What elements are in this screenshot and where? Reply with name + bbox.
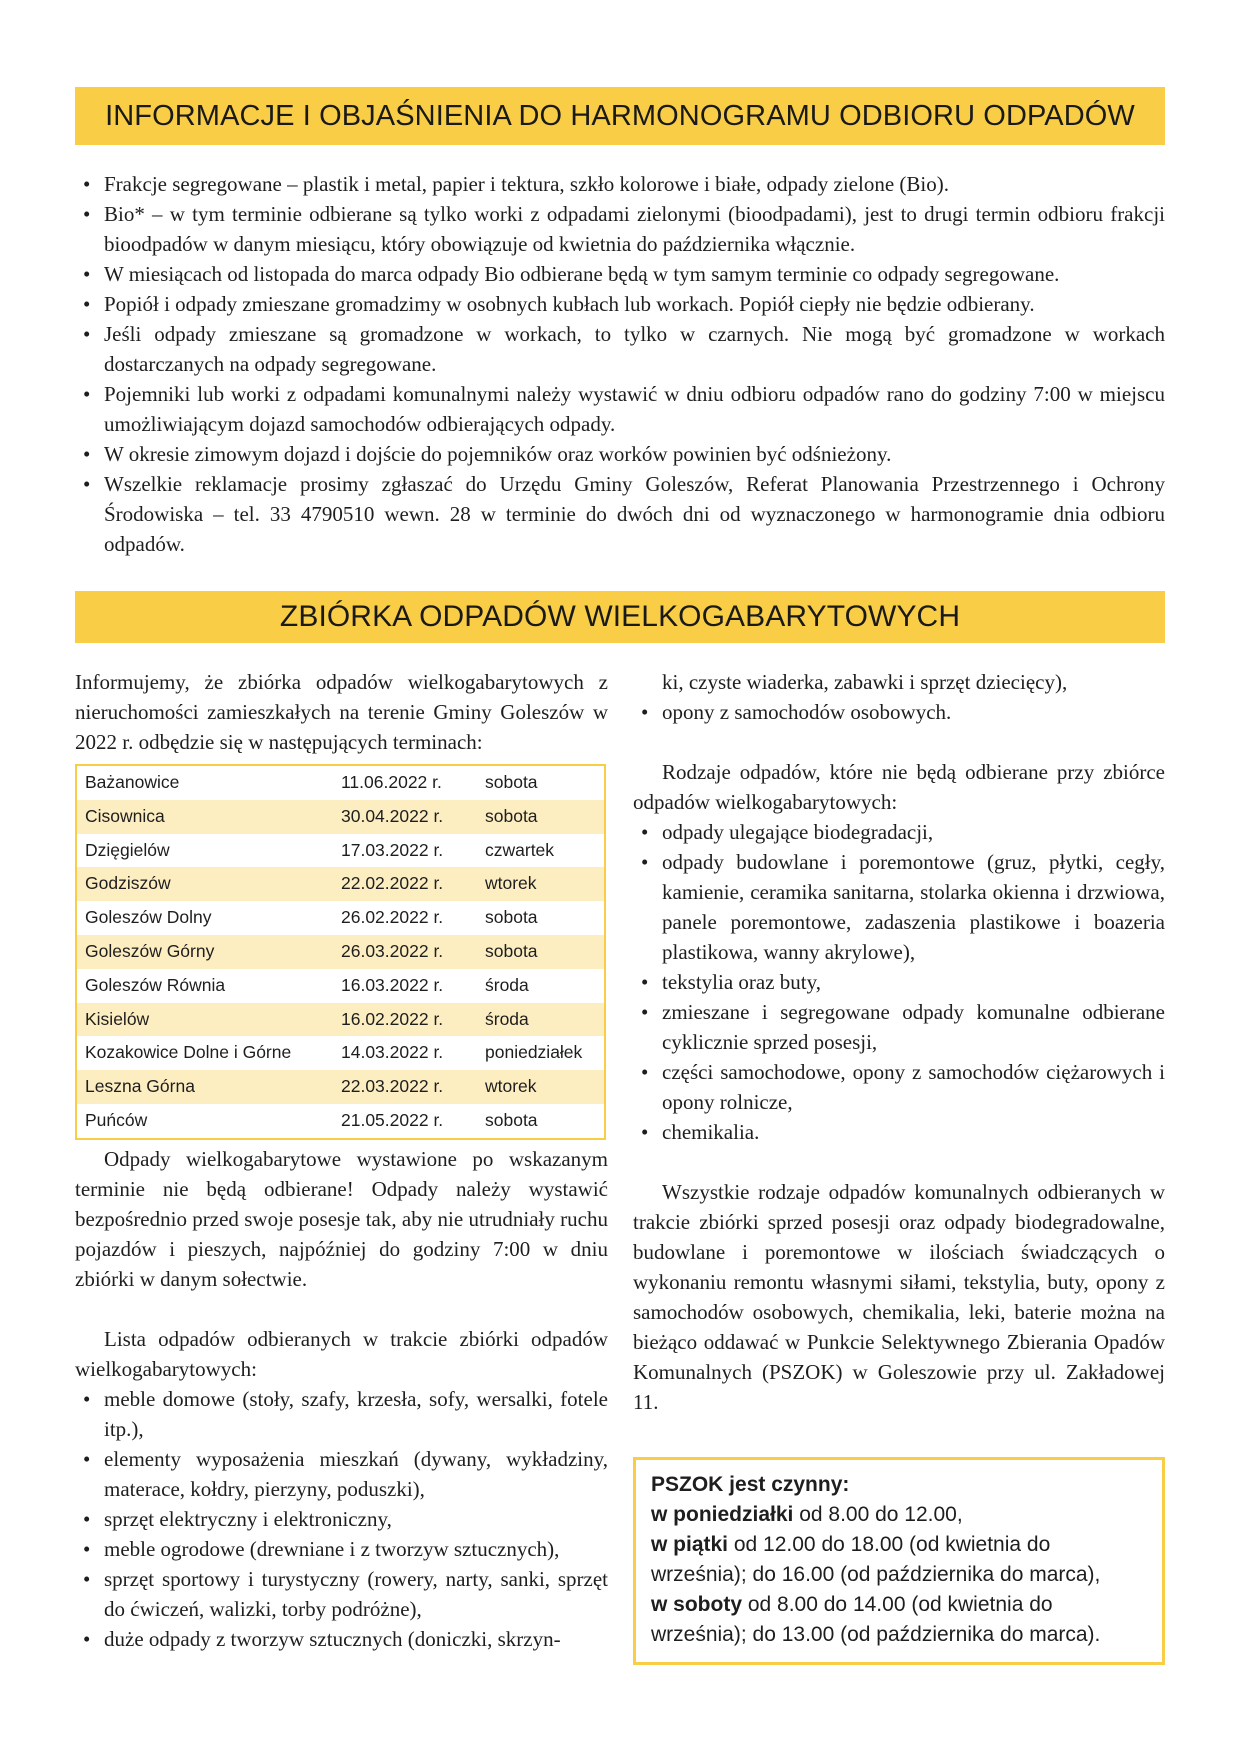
bullet-icon: •	[83, 1566, 91, 1591]
place-cell: Kisielów	[85, 1008, 150, 1029]
info-item: • Frakcje segregowane – plastik i metal, papier i tektura, szkło kolorowe i białe, odpady zielone (Bio).	[75, 169, 1165, 199]
place-cell: Dzięgielów	[85, 839, 170, 860]
date-cell: 14.03.2022 r.	[341, 1042, 444, 1063]
day-cell: wtorek	[485, 1076, 537, 1097]
bullet-icon: •	[83, 1536, 91, 1561]
day-cell: sobota	[485, 1109, 538, 1130]
intro-paragraph: Informujemy, że zbiórka odpadów wielkogabarytowych z nieruchomości zamieszkałych na terenie Gminy Goleszów w 2022 r. odbędzie się w następujących terminach:	[75, 670, 608, 754]
bullet-icon: •	[641, 1120, 649, 1144]
info-item: • W okresie zimowym dojazd i dojście do pojemników oraz worków powinien być odśnieżony.	[75, 439, 1165, 469]
place-cell: Cisownica	[85, 805, 165, 826]
collected-intro: Lista odpadów odbieranych w trakcie zbiórki odpadów wielkogabarytowych:	[75, 1326, 608, 1381]
bullet-icon: •	[83, 1386, 91, 1411]
table-row	[77, 766, 604, 800]
day-cell: czwartek	[485, 839, 555, 860]
hours-line: w soboty od 8.00 do 14.00 (od kwietnia do września); do 13.00 (od października do marca).	[651, 1593, 1101, 1646]
excluded-intro: Rodzaje odpadów, które nie będą odbierane przy zbiórce odpadów wielkogabarytowych:	[633, 760, 1165, 814]
date-cell: 16.03.2022 r.	[341, 974, 444, 995]
bullet-icon: •	[83, 322, 91, 346]
date-cell: 11.06.2022 r.	[341, 772, 442, 792]
info-item: • Wszelkie reklamacje prosimy zgłaszać do Urzędu Gminy Goleszów, Referat Planowania Przestrzennego i Ochrony Środowiska – tel. 33 4790510 wewn. 28 w terminie do dwóch dni od wyznaczonego w harmonogramie dnia odbioru odpadów.	[75, 469, 1165, 559]
day-cell: środa	[485, 974, 529, 995]
list-item: • odpady budowlane i poremontowe (gruz, płytki, cegły, kamienie, ceramika sanitarna, stolarka okienna i drzwiowa, panele poremontowe, zadaszenia plastikowe i boazeria plastikowa, wanny akrylowe),	[633, 847, 1165, 967]
table-row	[77, 935, 604, 969]
place-cell: Leszna Górna	[85, 1076, 195, 1097]
list-item: • części samochodowe, opony z samochodów ciężarowych i opony rolnicze,	[633, 1057, 1165, 1117]
info-item: • Bio* – w tym terminie odbierane są tylko worki z odpadami zielonymi (bioodpadami), jest to drugi termin odbioru frakcji bioodpadów w danym miesiącu, który obowiązuje od kwietnia do października włącznie.	[75, 199, 1165, 259]
place-cell: Bażanowice	[85, 772, 180, 792]
list-item: • tekstylia oraz buty,	[633, 967, 1165, 997]
info-item: • Pojemniki lub worki z odpadami komunalnymi należy wystawić w dniu odbioru odpadów rano do godziny 7:00 w miejscu umożliwiającym dojazd samochodów odbierających odpady.	[75, 379, 1165, 439]
bullet-icon: •	[83, 382, 91, 406]
day-cell: środa	[485, 1008, 529, 1029]
place-cell: Godziszów	[85, 873, 171, 894]
bullet-icon: •	[83, 292, 91, 316]
date-cell: 16.02.2022 r.	[341, 1008, 444, 1029]
place-cell: Puńców	[85, 1109, 148, 1130]
date-cell: 26.02.2022 r.	[341, 907, 444, 928]
bullet-icon: •	[641, 700, 649, 724]
day-cell: poniedziałek	[485, 1042, 583, 1063]
info-item: • Popiół i odpady zmieszane gromadzimy w osobnych kubłach lub workach. Popiół ciepły nie będzie odbierany.	[75, 289, 1165, 319]
table-row	[77, 901, 604, 935]
bullet-icon: •	[641, 1060, 649, 1084]
list-item: • sprzęt sportowy i turystyczny (rowery, narty, sanki, sprzęt do ćwiczeń, walizki, torby podróżne),	[75, 1564, 608, 1624]
table-row	[77, 1036, 604, 1070]
list-item: • odpady ulegające biodegradacji,	[633, 817, 1165, 847]
bullet-icon: •	[83, 442, 91, 466]
list-item: • chemikalia.	[633, 1117, 1165, 1147]
info-list	[75, 169, 1165, 559]
pszok-box-title: PSZOK jest czynny:	[651, 1473, 850, 1496]
collected-list	[75, 1384, 608, 1654]
day-cell: sobota	[485, 805, 538, 826]
info-item: • Jeśli odpady zmieszane są gromadzone w workach, to tylko w czarnych. Nie mogą być gromadzone w workach dostarczanych na odpady segregowane.	[75, 319, 1165, 379]
bullet-icon: •	[83, 1626, 91, 1651]
pszok-paragraph: Wszystkie rodzaje odpadów komunalnych odbieranych w trakcie zbiórki sprzed posesji oraz odpady biodegradowalne, budowlane i poremontowe w ilościach świadczących o wykonaniu remontu własnymi siłami, tekstylia, buty, opony z samochodów osobowych, chemikalia, leki, baterie można na bieżąco oddawać w Punkcie Selektywnego Zbierania Opadów Komunalnych (PSZOK) w Goleszowie przy ul. Zakładowej 11.	[633, 1180, 1165, 1414]
place-cell: Goleszów Dolny	[85, 907, 212, 928]
schedule-table	[75, 764, 606, 1140]
section-title-bulky: ZBIÓRKA ODPADÓW WIELKOGABARYTOWYCH	[75, 591, 1165, 643]
excluded-list	[633, 817, 1165, 1147]
info-item: • W miesiącach od listopada do marca odpady Bio odbierane będą w tym samym terminie co odpady segregowane.	[75, 259, 1165, 289]
table-row	[77, 867, 604, 901]
bullet-icon: •	[83, 1446, 91, 1471]
list-item: • duże odpady z tworzyw sztucznych (doniczki, skrzyn-	[75, 1624, 608, 1654]
bullet-icon: •	[83, 172, 91, 196]
section-title-info: INFORMACJE I OBJAŚNIENIA DO HARMONOGRAMU ODBIORU ODPADÓW	[75, 87, 1165, 145]
table-row	[77, 1070, 604, 1104]
right-column	[633, 667, 1165, 1665]
table-row	[77, 834, 604, 868]
list-item: • opony z samochodów osobowych.	[633, 697, 1165, 727]
list-item: • elementy wyposażenia mieszkań (dywany, wykładziny, materace, kołdry, pierzyny, poduszki),	[75, 1444, 608, 1504]
list-item: • sprzęt elektryczny i elektroniczny,	[75, 1504, 608, 1534]
bullet-icon: •	[83, 262, 91, 286]
list-item: • meble ogrodowe (drewniane i z tworzyw sztucznych),	[75, 1534, 608, 1564]
table-row	[77, 800, 604, 834]
bullet-icon: •	[83, 202, 91, 226]
bullet-icon: •	[641, 970, 649, 994]
date-cell: 17.03.2022 r.	[341, 839, 444, 860]
place-cell: Kozakowice Dolne i Górne	[85, 1042, 292, 1063]
place-cell: Goleszów Równia	[85, 974, 226, 995]
day-cell: wtorek	[485, 873, 537, 894]
collected-list-continued	[633, 697, 1165, 727]
bullet-icon: •	[641, 850, 649, 874]
table-row	[77, 1104, 604, 1138]
bullet-icon: •	[83, 472, 91, 496]
hours-line: w poniedziałki od 8.00 do 12.00,	[651, 1503, 963, 1526]
place-cell: Goleszów Górny	[85, 940, 215, 961]
day-cell: sobota	[485, 940, 538, 961]
list-continuation: ki, czyste wiaderka, zabawki i sprzęt dziecięcy),	[662, 670, 1068, 694]
date-cell: 22.02.2022 r.	[341, 873, 444, 894]
date-cell: 22.03.2022 r.	[341, 1076, 444, 1097]
bullet-icon: •	[83, 1506, 91, 1531]
pszok-hours-box	[633, 1457, 1165, 1665]
date-cell: 21.05.2022 r.	[341, 1109, 444, 1130]
date-cell: 30.04.2022 r.	[341, 805, 444, 826]
bullet-icon: •	[641, 1000, 649, 1024]
warning-paragraph: Odpady wielkogabarytowe wystawione po wskazanym terminie nie będą odbierane! Odpady należy wystawić bezpośrednio przed swoje posesje tak, aby nie utrudniały ruchu pojazdów i pieszych, najpóźniej do godziny 7:00 w dniu zbiórki w danym sołectwie.	[75, 1146, 608, 1291]
table-row	[77, 969, 604, 1003]
day-cell: sobota	[485, 907, 538, 928]
table-row	[77, 1003, 604, 1037]
bullet-icon: •	[641, 820, 649, 844]
left-column	[75, 667, 608, 1654]
day-cell: sobota	[485, 772, 538, 792]
hours-line: w piątki od 12.00 do 18.00 (od kwietnia do września); do 16.00 (od października do marca),	[651, 1533, 1101, 1586]
list-item: • zmieszane i segregowane odpady komunalne odbierane cyklicznie sprzed posesji,	[633, 997, 1165, 1057]
list-item: • meble domowe (stoły, szafy, krzesła, sofy, wersalki, fotele itp.),	[75, 1384, 608, 1444]
date-cell: 26.03.2022 r.	[341, 940, 444, 961]
